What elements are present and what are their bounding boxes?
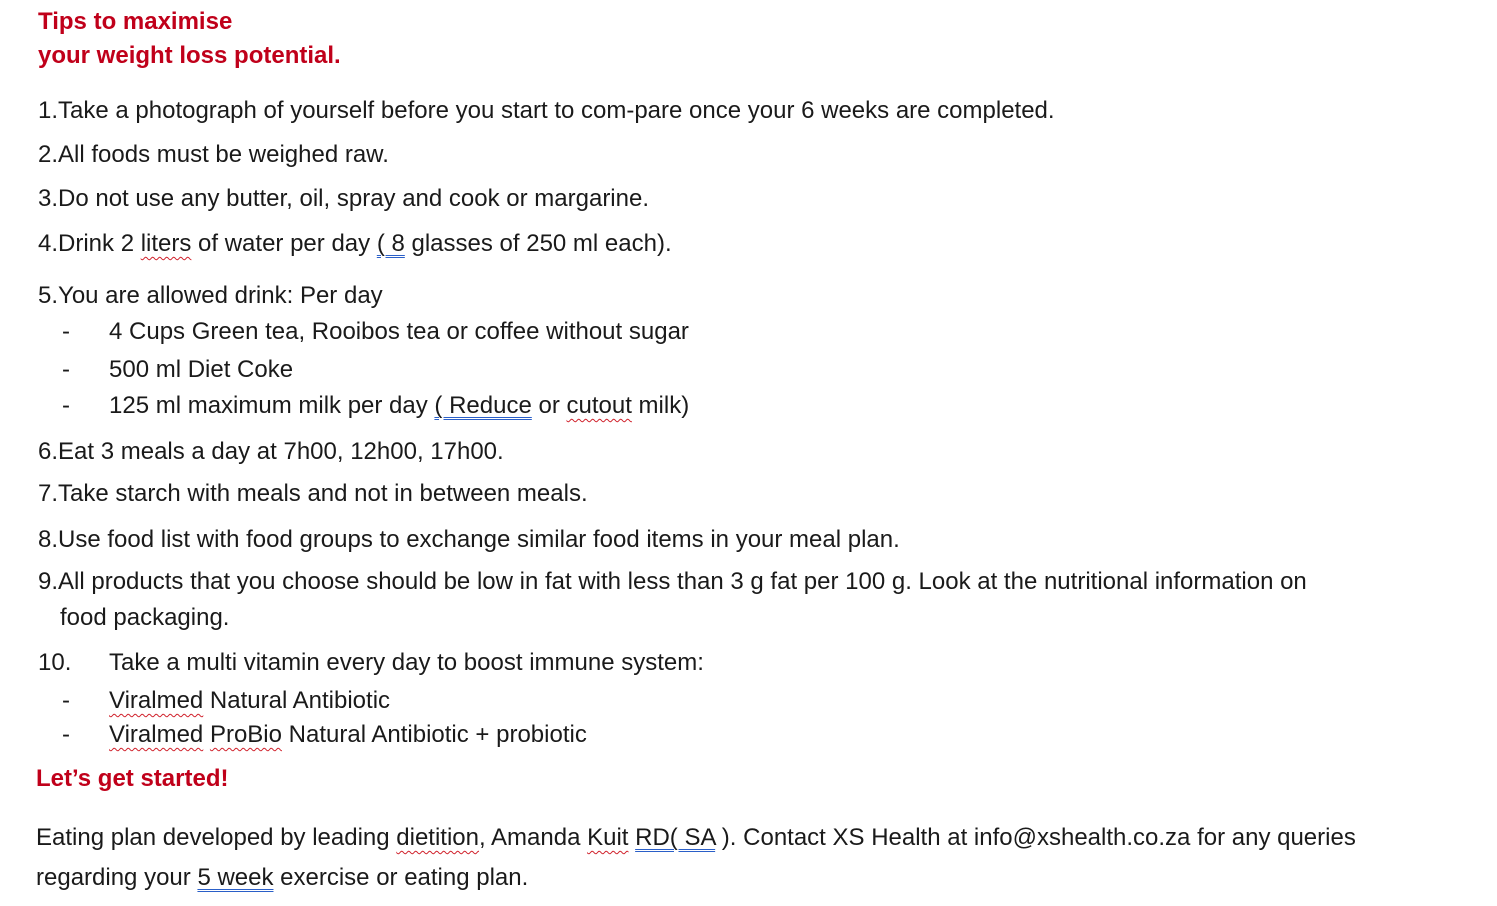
tip-4-text-c: of water per day bbox=[191, 230, 377, 257]
bullet-dash: - bbox=[62, 392, 70, 419]
tip-5-bullet-3-c: or bbox=[531, 392, 567, 419]
tip-5-bullet-3 bbox=[109, 391, 689, 421]
grammar-flag-8: ( 8 bbox=[376, 230, 405, 257]
footer-line-1 bbox=[36, 823, 1356, 853]
tip-10-bullet-1-b: Natural Antibiotic bbox=[203, 687, 391, 714]
tip-5-bullet-3-e: milk) bbox=[631, 392, 690, 419]
footer-text-8: regarding your bbox=[36, 864, 198, 891]
spelling-flag-viralmed: Viralmed bbox=[109, 687, 204, 714]
tip-6: 6.Eat 3 meals a day at 7h00, 12h00, 17h00. bbox=[38, 438, 504, 465]
closing-line: Let’s get started! bbox=[36, 765, 229, 792]
tip-5-bullet-3-a: 125 ml maximum milk per day bbox=[109, 392, 435, 419]
spelling-flag-cutout: cutout bbox=[566, 392, 632, 419]
tip-9-line-2: food packaging. bbox=[60, 604, 230, 631]
heading-line-2: your weight loss potential. bbox=[38, 42, 341, 69]
spelling-flag-dietition: dietition bbox=[396, 824, 480, 851]
tip-10-title: Take a multi vitamin every day to boost immune system: bbox=[109, 649, 704, 676]
tip-10-number: 10. bbox=[38, 649, 72, 676]
tip-1: 1.Take a photograph of yourself before you start to com-pare once your 6 weeks are completed. bbox=[38, 97, 1055, 124]
tip-4-text-a: 4.Drink 2 bbox=[38, 230, 141, 257]
footer-text-7: ). Contact XS Health at info@xshealth.co.za for any queries bbox=[715, 824, 1356, 851]
tip-5-bullet-2: 500 ml Diet Coke bbox=[109, 356, 294, 383]
tip-10-bullet-2-d: Natural Antibiotic + probiotic bbox=[281, 721, 587, 748]
footer-text-3: , Amanda bbox=[479, 824, 588, 851]
tip-5-bullet-1: 4 Cups Green tea, Rooibos tea or coffee without sugar bbox=[109, 318, 689, 345]
grammar-flag-5-week: 5 week bbox=[197, 864, 274, 891]
bullet-dash: - bbox=[62, 318, 70, 345]
grammar-flag-reduce: ( Reduce bbox=[434, 392, 532, 419]
spelling-flag-kuit: Kuit bbox=[587, 824, 629, 851]
tip-4 bbox=[38, 229, 672, 259]
tip-2: 2.All foods must be weighed raw. bbox=[38, 141, 389, 168]
tip-4-text-e: glasses of 250 ml each). bbox=[404, 230, 672, 257]
bullet-dash: - bbox=[62, 687, 70, 714]
tip-7: 7.Take starch with meals and not in between meals. bbox=[38, 480, 588, 507]
tip-10-bullet-2-b bbox=[203, 721, 210, 748]
spelling-flag-probio: ProBio bbox=[209, 721, 282, 748]
tip-10-bullet-2 bbox=[109, 720, 587, 750]
tip-3: 3.Do not use any butter, oil, spray and cook or margarine. bbox=[38, 185, 650, 212]
tip-8: 8.Use food list with food groups to exchange similar food items in your meal plan. bbox=[38, 526, 900, 553]
bullet-dash: - bbox=[62, 721, 70, 748]
tip-5-title: 5.You are allowed drink: Per day bbox=[38, 282, 383, 309]
footer-text-1: Eating plan developed by leading bbox=[36, 824, 397, 851]
footer-text-10: exercise or eating plan. bbox=[273, 864, 529, 891]
grammar-flag-rd-sa: RD( SA bbox=[635, 824, 716, 851]
bullet-dash: - bbox=[62, 356, 70, 383]
spelling-flag-viralmed: Viralmed bbox=[109, 721, 204, 748]
tip-9-line-1: 9.All products that you choose should be low in fat with less than 3 g fat per 100 g. Look at the nutritional information on bbox=[38, 568, 1307, 595]
tip-10-bullet-1 bbox=[109, 686, 390, 716]
heading-line-1: Tips to maximise bbox=[38, 8, 233, 35]
footer-line-2 bbox=[36, 863, 528, 893]
spelling-flag-liters: liters bbox=[140, 230, 192, 257]
